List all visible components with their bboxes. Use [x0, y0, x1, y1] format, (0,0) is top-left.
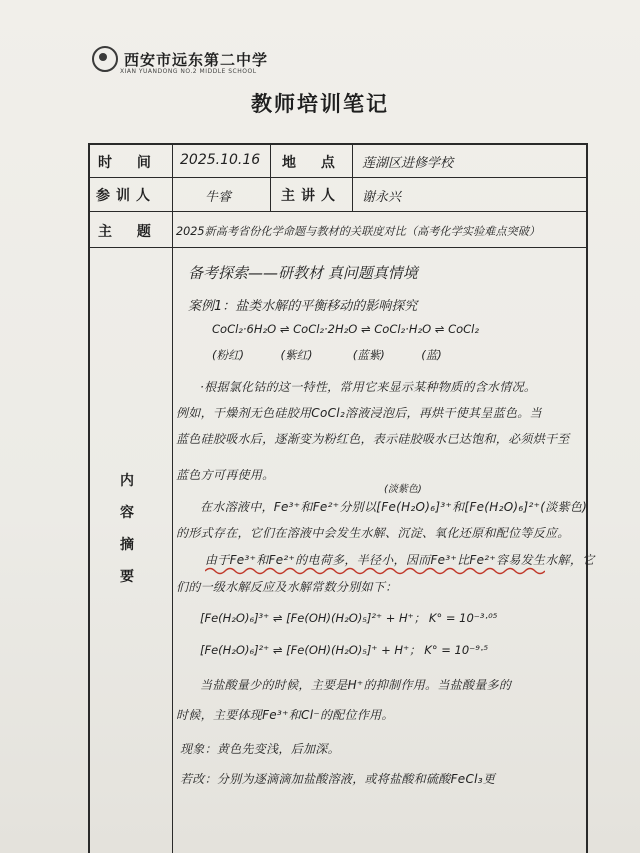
note-line-underlined: 由于Fe³⁺和Fe²⁺的电荷多，半径小，因而Fe³⁺比Fe²⁺容易发生水解，它 [205, 553, 595, 567]
page-title: 教师培训笔记 [251, 92, 389, 116]
topic-value: 2025新高考省份化学命题与教材的关联度对比（高考化学实验难点突破） [176, 225, 541, 238]
phenomenon-note: 现象：黄色先变浅，后加深。 [180, 742, 340, 756]
time-label: 时 间 [98, 155, 161, 171]
note-line: 蓝色方可再使用。 [176, 468, 275, 482]
topic-label: 主 题 [98, 224, 161, 240]
note-line: 们的一级水解反应及水解常数分别如下： [176, 580, 398, 594]
school-logo-icon [92, 46, 118, 72]
place-label: 地 点 [282, 155, 345, 171]
case-title: 案例1：盐类水解的平衡移动的影响探究 [188, 299, 418, 314]
speaker-value: 谢永兴 [362, 190, 402, 205]
note-line: ·根据氯化钴的这一特性，常用它来显示某种物质的含水情况。 [200, 380, 537, 394]
content-label-char: 要 [120, 569, 134, 585]
note-line: 时候，主要体现Fe³⁺和Cl⁻的配位作用。 [176, 708, 394, 722]
school-name-en: XIAN YUANDONG NO.2 MIDDLE SCHOOL [120, 68, 257, 75]
speaker-label: 主讲人 [281, 188, 341, 204]
notes-heading: 备考探索——研教材 真问题真情境 [188, 264, 418, 282]
place-value: 莲湖区进修学校 [362, 156, 454, 171]
content-label-char: 内 [120, 473, 134, 489]
cobalt-equation: CoCl₂·6H₂O ⇌ CoCl₂·2H₂O ⇌ CoCl₂·H₂O ⇌ CoCl₂ [212, 322, 479, 336]
note-line: 的形式存在，它们在溶液中会发生水解、沉淀、氧化还原和配位等反应。 [176, 526, 570, 540]
column-divider [352, 143, 353, 211]
note-line: 蓝色硅胶吸水后，逐渐变为粉红色，表示硅胶吸水已达饱和，必须烘干至 [176, 432, 570, 446]
content-label-char: 容 [120, 505, 134, 521]
note-line: 在水溶液中，Fe³⁺和Fe²⁺分别以[Fe(H₂O)₆]³⁺和[Fe(H₂O)₆]²⁺(淡紫色) [200, 500, 588, 514]
row-divider [88, 211, 588, 212]
content-label-char: 摘 [120, 537, 134, 553]
note-line: 当盐酸量少的时候，主要是H⁺的抑制作用。当盐酸量多的 [200, 678, 512, 692]
red-wavy-underline [205, 566, 545, 576]
iron-equation-1: [Fe(H₂O)₆]³⁺ ⇌ [Fe(OH)(H₂O)₅]²⁺ + H⁺； K° = 10⁻³·⁰⁵ [200, 611, 498, 625]
row-divider [88, 177, 588, 178]
margin-annotation: (淡紫色) [384, 484, 422, 495]
school-name: 西安市远东第二中学 [124, 50, 269, 69]
iron-equation-2: [Fe(H₂O)₆]²⁺ ⇌ [Fe(OH)(H₂O)₅]⁺ + H⁺； K° = 10⁻⁹·⁵ [200, 643, 489, 657]
column-divider [172, 143, 173, 853]
column-divider [270, 143, 271, 211]
row-divider [88, 247, 588, 248]
participant-label: 参训人 [96, 188, 156, 204]
variation-note: 若改：分别为逐滴滴加盐酸溶液，或将盐酸和硫酸FeCl₃更 [180, 772, 496, 786]
note-line: 例如，干燥剂无色硅胶用CoCl₂溶液浸泡后，再烘干使其呈蓝色。当 [176, 406, 542, 420]
time-value: 2025.10.16 [180, 152, 261, 168]
participant-value: 牛睿 [205, 190, 232, 205]
cobalt-colors: (粉红) (紫红) (蓝紫) (蓝) [212, 348, 442, 362]
